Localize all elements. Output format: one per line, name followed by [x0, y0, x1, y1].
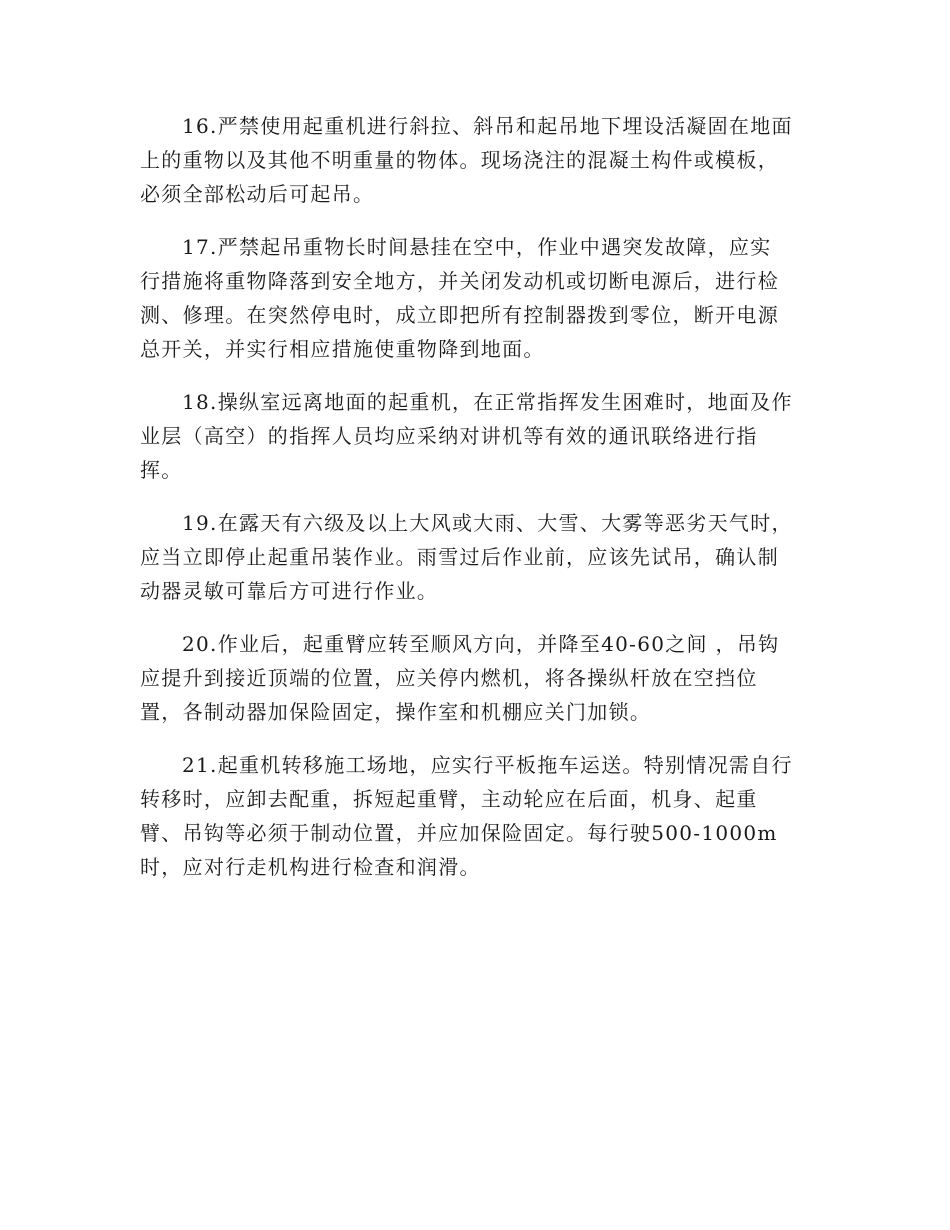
- paragraph-line: 动器灵敏可靠后方可进行作业。: [140, 579, 439, 603]
- paragraph-18: [140, 385, 810, 487]
- paragraph-line: 必须全部松动后可起吊。: [140, 182, 375, 206]
- paragraph-line: 应提升到接近顶端的位置，应关停内燃机，将各操纵杆放在空挡位: [140, 666, 758, 690]
- paragraph-line: 16.严禁使用起重机进行斜拉、斜吊和起吊地下埋设活凝固在地面: [182, 114, 793, 138]
- paragraph-line: 21.起重机转移施工场地，应实行平板拖车运送。特别情况需自行: [182, 753, 793, 777]
- paragraph-line: 应当立即停止起重吊装作业。雨雪过后作业前，应该先试吊，确认制: [140, 545, 779, 569]
- paragraph-line: 置，各制动器加保险固定，操作室和机棚应关门加锁。: [140, 700, 652, 724]
- paragraph-line: 20.作业后，起重臂应转至顺风方向，并降至40-60之间 ，吊钩: [182, 632, 780, 656]
- paragraph-line: 上的重物以及其他不明重量的物体。现场浇注的混凝土构件或模板，: [140, 148, 779, 172]
- paragraph-21: [140, 748, 810, 884]
- paragraph-line: 挥。: [140, 458, 183, 482]
- paragraph-17: [140, 230, 810, 366]
- paragraph-20: [140, 627, 810, 729]
- paragraph-19: [140, 506, 810, 608]
- paragraph-line: 臂、吊钩等必须于制动位置，并应加保险固定。每行驶500-1000m: [140, 821, 778, 845]
- paragraph-line: 时，应对行走机构进行检查和润滑。: [140, 855, 481, 879]
- paragraph-line: 测、修理。在突然停电时，成立即把所有控制器拨到零位，断开电源: [140, 303, 779, 327]
- paragraph-line: 17.严禁起吊重物长时间悬挂在空中，作业中遇突发故障，应实: [182, 235, 772, 259]
- paragraph-16: [140, 109, 810, 211]
- paragraph-line: 18.操纵室远离地面的起重机，在正常指挥发生困难时，地面及作: [182, 390, 793, 414]
- paragraph-line: 业层（高空）的指挥人员均应采纳对讲机等有效的通讯联络进行指: [140, 424, 758, 448]
- paragraph-line: 总开关，并实行相应措施使重物降到地面。: [140, 337, 545, 361]
- paragraph-line: 行措施将重物降落到安全地方，并关闭发动机或切断电源后，进行检: [140, 269, 779, 293]
- paragraph-line: 转移时，应卸去配重，拆短起重臂，主动轮应在后面，机身、起重: [140, 787, 758, 811]
- paragraph-line: 19.在露天有六级及以上大风或大雨、大雪、大雾等恶劣天气时，: [182, 511, 793, 535]
